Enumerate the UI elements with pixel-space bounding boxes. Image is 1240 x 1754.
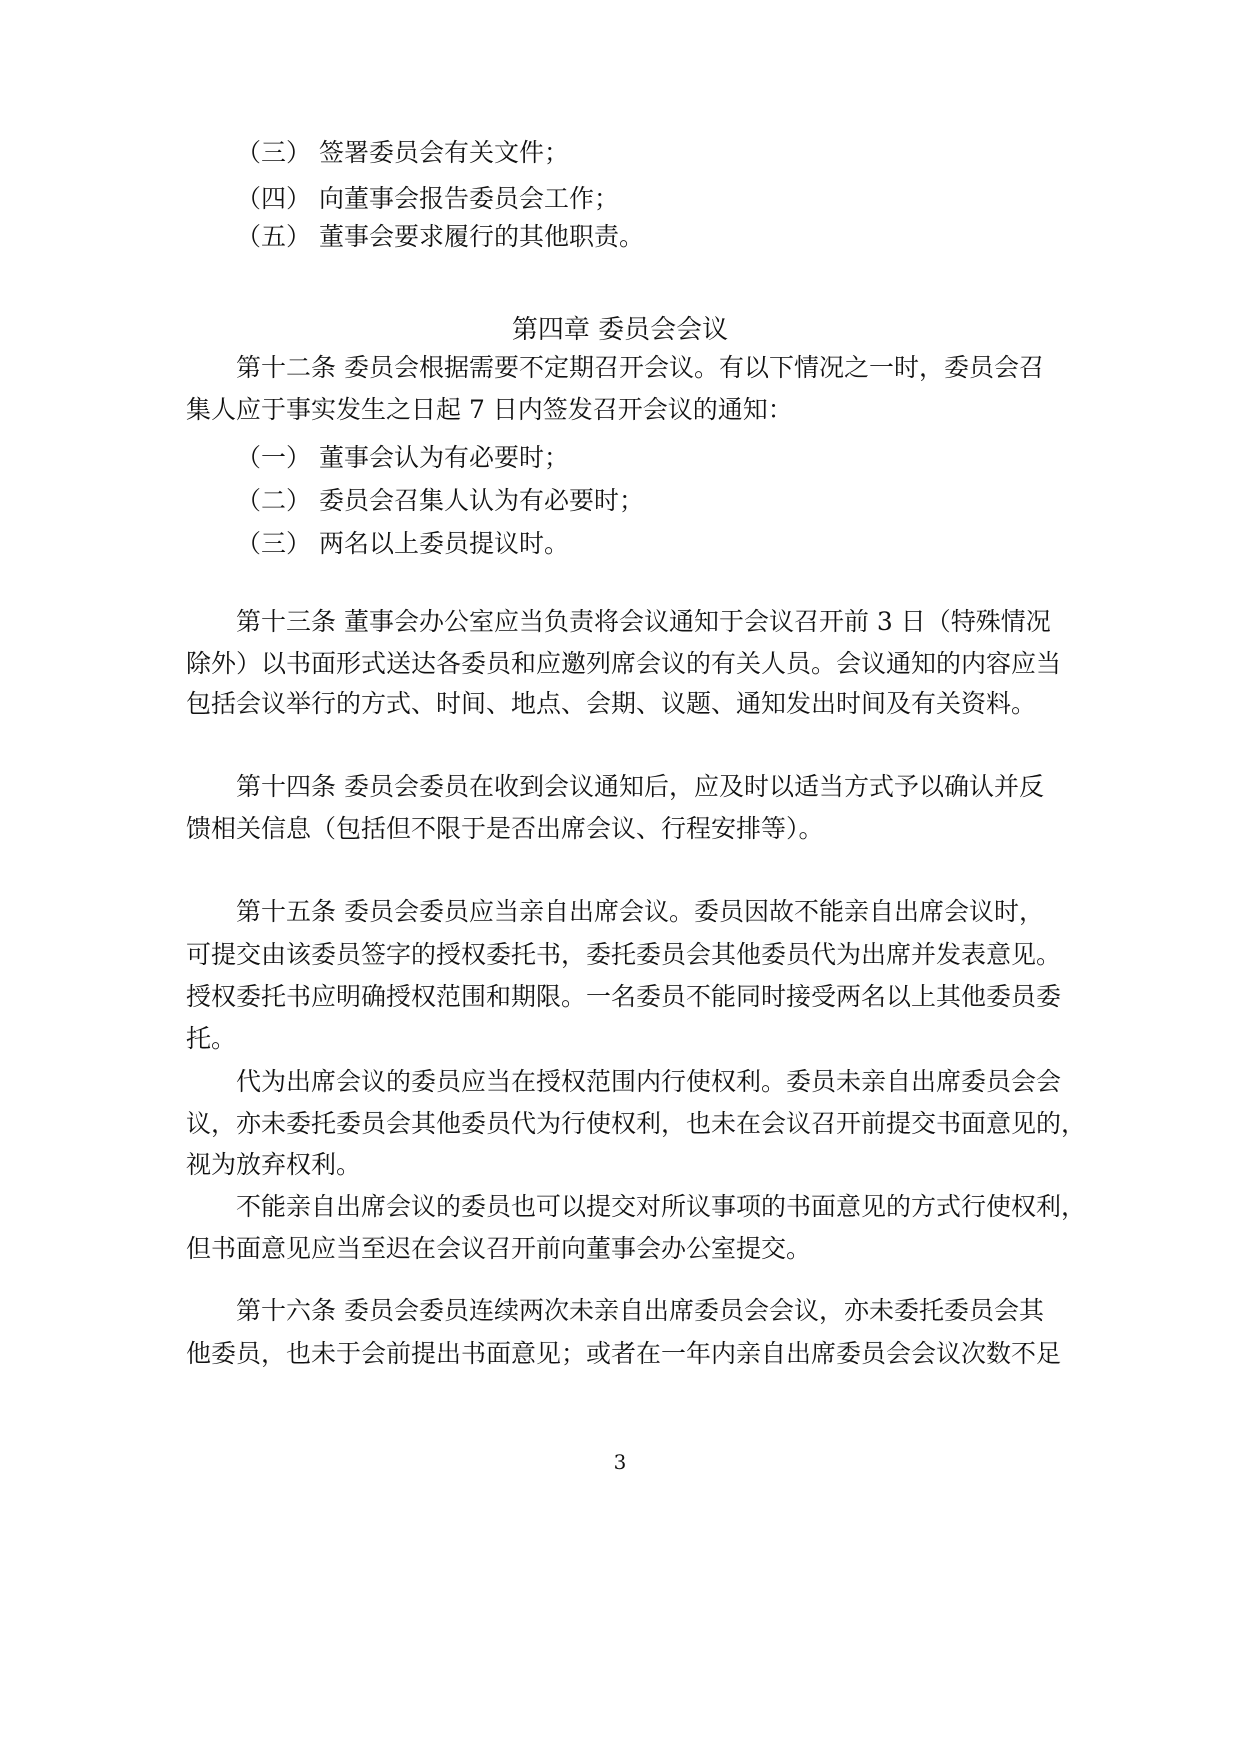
page-number: 3	[613, 1450, 627, 1474]
article-15-paragraph-2: 视为放弃权利。	[186, 1150, 362, 1179]
list-item: （三） 两名以上委员提议时。	[236, 529, 569, 558]
article-14-text: 馈相关信息（包括但不限于是否出席会议、行程安排等）。	[186, 814, 824, 843]
article-12-text: 第十二条 委员会根据需要不定期召开会议。有以下情况之一时，委员会召	[236, 353, 1044, 382]
list-item: （四） 向董事会报告委员会工作；	[236, 184, 619, 213]
article-15-paragraph-2: 议，亦未委托委员会其他委员代为行使权利，也未在会议召开前提交书面意见的，	[186, 1109, 1087, 1138]
article-13-text: 第十三条 董事会办公室应当负责将会议通知于会议召开前 3 日（特殊情况	[236, 607, 1051, 636]
list-item: （五） 董事会要求履行的其他职责。	[236, 222, 644, 251]
list-item: （一） 董事会认为有必要时；	[236, 443, 569, 472]
article-16-text: 他委员，也未于会前提出书面意见；或者在一年内亲自出席委员会会议次数不足	[186, 1339, 1062, 1368]
article-15-paragraph-3: 不能亲自出席会议的委员也可以提交对所议事项的书面意见的方式行使权利，	[236, 1192, 1087, 1221]
article-15-paragraph-2: 代为出席会议的委员应当在授权范围内行使权利。委员未亲自出席委员会会	[236, 1067, 1062, 1096]
article-16-text: 第十六条 委员会委员连续两次未亲自出席委员会会议，亦未委托委员会其	[236, 1296, 1044, 1325]
article-15-paragraph-3: 但书面意见应当至迟在会议召开前向董事会办公室提交。	[186, 1234, 812, 1263]
article-15-text: 托。	[186, 1024, 237, 1053]
article-14-text: 第十四条 委员会委员在收到会议通知后，应及时以适当方式予以确认并反	[236, 772, 1044, 801]
article-13-text: 除外）以书面形式送达各委员和应邀列席会议的有关人员。会议通知的内容应当	[186, 649, 1062, 678]
chapter-heading: 第四章 委员会会议	[511, 315, 729, 345]
article-13-text: 包括会议举行的方式、时间、地点、会期、议题、通知发出时间及有关资料。	[186, 689, 1037, 718]
article-15-text: 授权委托书应明确授权范围和期限。一名委员不能同时接受两名以上其他委员委	[186, 982, 1062, 1011]
list-item: （二） 委员会召集人认为有必要时；	[236, 486, 644, 515]
article-15-text: 第十五条 委员会委员应当亲自出席会议。委员因故不能亲自出席会议时，	[236, 897, 1044, 926]
article-15-text: 可提交由该委员签字的授权委托书，委托委员会其他委员代为出席并发表意见。	[186, 940, 1062, 969]
article-12-text: 集人应于事实发生之日起 7 日内签发召开会议的通知：	[186, 395, 793, 424]
list-item: （三） 签署委员会有关文件；	[236, 138, 569, 167]
